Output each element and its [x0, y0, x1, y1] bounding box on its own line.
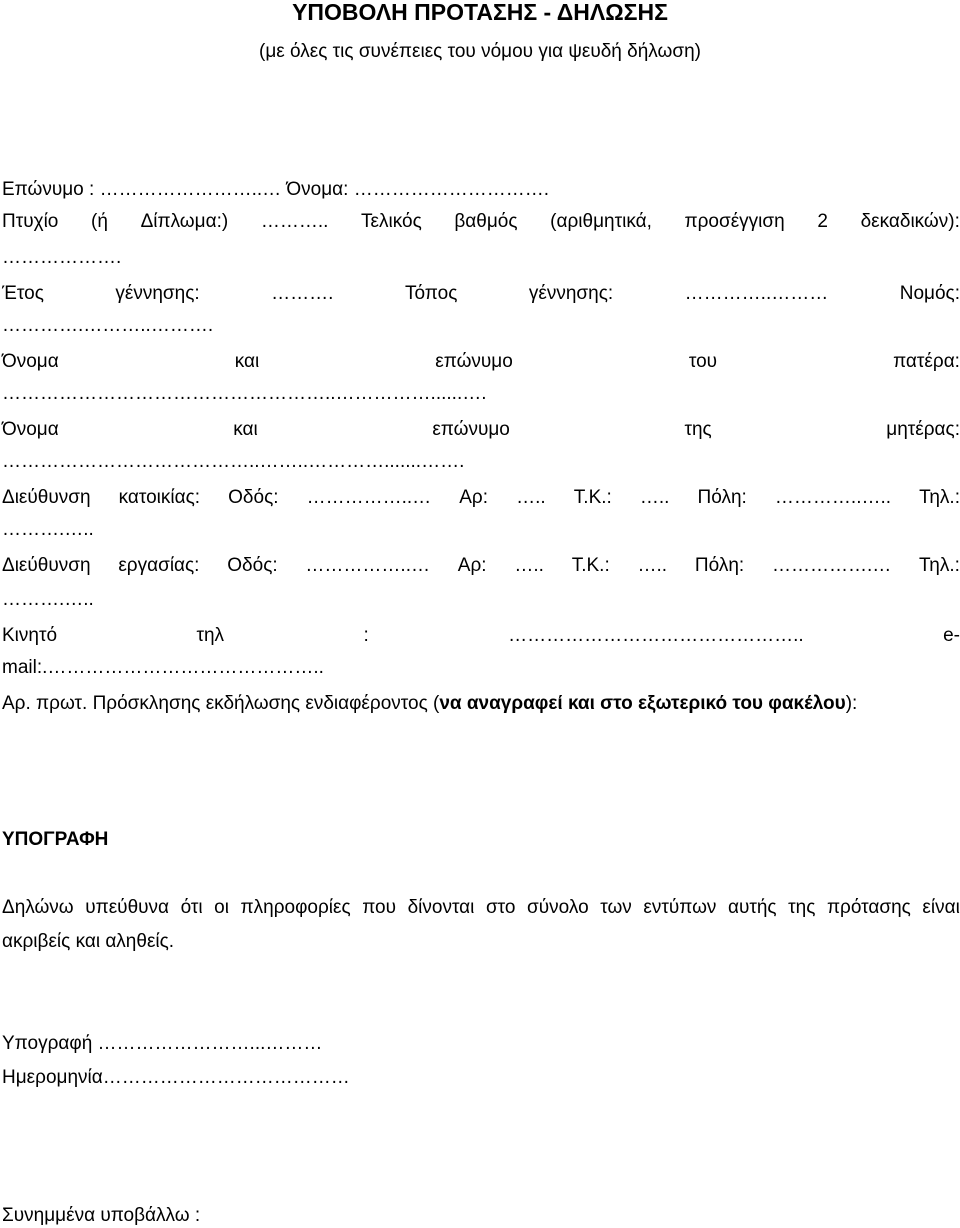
surname-name-line: Επώνυμο : ……………………..… Όνομα: ………………………….	[2, 179, 549, 200]
degree-fill: ……………….	[2, 247, 122, 268]
mother-name-line: Όνομα και επώνυμο της μητέρας:	[2, 419, 960, 440]
mobile-line: Κινητό τηλ : ……………………………………….. e-	[2, 625, 960, 646]
father-name-line: Όνομα και επώνυμο του πατέρα:	[2, 351, 960, 372]
home-phone-fill: ……….…..	[2, 519, 94, 540]
email-fill: mail:.……………………………………..	[2, 657, 324, 678]
mother-name-fill: …………………………………..……..………….......…….	[2, 451, 465, 472]
page-subtitle: (με όλες τις συνέπειες του νόμου για ψευδή δήλωση)	[259, 41, 701, 62]
prefecture-fill: ………….………..……….	[2, 315, 214, 336]
father-name-fill: ……………………………………………..……………......….	[2, 383, 487, 404]
invitation-protocol-line: Αρ. πρωτ. Πρόσκλησης εκδήλωσης ενδιαφέροντος (να αναγραφεί και στο εξωτερικό του φακέλου):	[2, 693, 858, 714]
degree-line: Πτυχίο (ή Δίπλωμα:) ……….. Τελικός βαθμός (αριθμητικά, προσέγγιση 2 δεκαδικών):	[2, 211, 960, 232]
declaration-line-2: ακριβείς και αληθείς.	[2, 931, 175, 952]
page-title: ΥΠΟΒΟΛΗ ΠΡΟΤΑΣΗΣ - ΔΗΛΩΣΗΣ	[292, 0, 668, 25]
home-address-line: Διεύθυνση κατοικίας: Οδός: ……………..… Αρ: ….. Τ.Κ.: ….. Πόλη: …………..….. Τηλ.:	[2, 487, 960, 508]
signature-line: Υπογραφή ……………………...………	[2, 1033, 323, 1054]
signature-heading: ΥΠΟΓΡΑΦΗ	[2, 829, 109, 850]
birth-line: Έτος γέννησης: ………. Τόπος γέννησης: …………..……… Νομός:	[2, 283, 960, 304]
declaration-line-1: Δηλώνω υπεύθυνα ότι οι πληροφορίες που δίνονται στο σύνολο των εντύπων αυτής της πρότασης είναι	[2, 897, 960, 918]
date-line: Ημερομηνία…………………………………	[2, 1067, 350, 1088]
work-address-line: Διεύθυνση εργασίας: Οδός: ……………..… Αρ: ….. Τ.Κ.: ….. Πόλη: …………….… Τηλ.:	[2, 555, 960, 576]
work-phone-fill: ……….…..	[2, 589, 94, 610]
attachments-label: Συνημμένα υποβάλλω :	[2, 1205, 201, 1226]
